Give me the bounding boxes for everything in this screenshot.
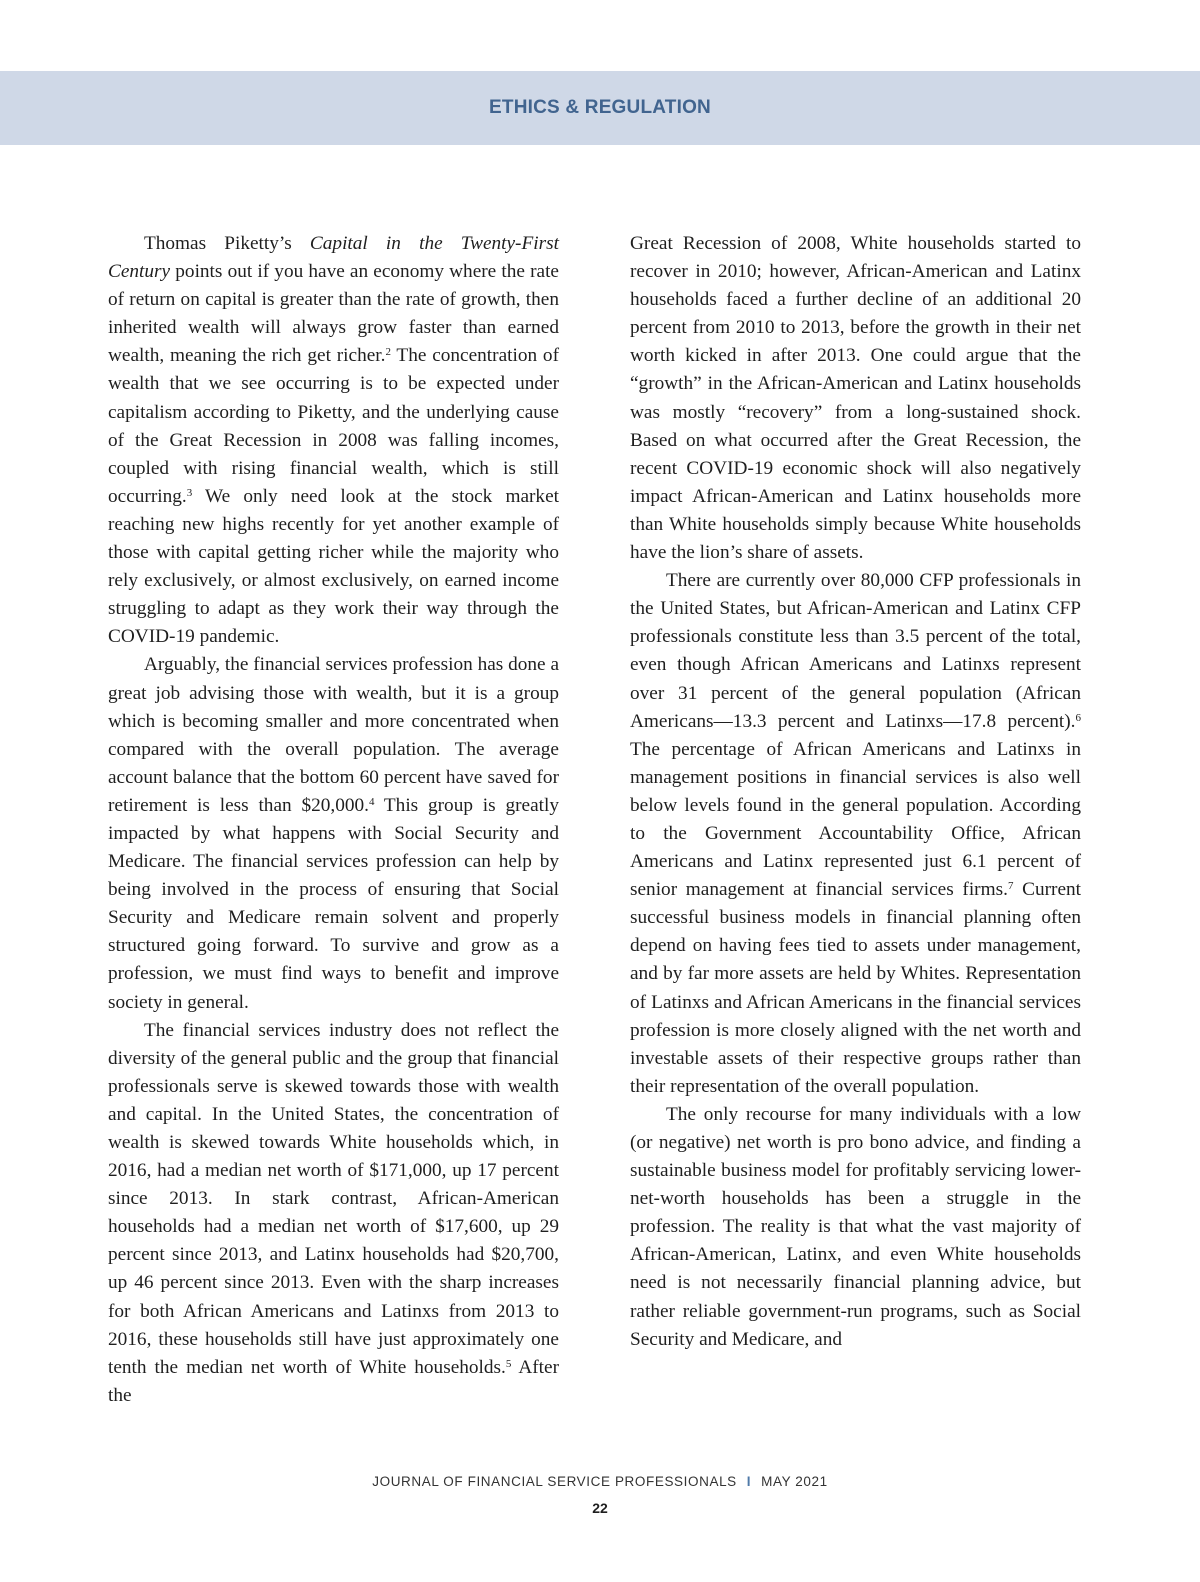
footer-separator: I: [746, 1474, 752, 1489]
paragraph: Arguably, the financial services profession has done a great job advising those with wealth, but it is a group which is becoming smaller and more concentrated when compared with the overall population. The average account balance that the bottom 60 percent have saved for retirement is less than $20,000.$^4$ This group is greatly impacted by what happens with Social Security and Medicare. The financial services profession can help by being involved in the process of ensuring that Social Security and Medicare remain solvent and properly structured going forward. To survive and grow as a profession, we must find ways to benefit and improve society in general.: [108, 654, 559, 1013]
footnote-ref: 2: [385, 346, 391, 359]
paragraph: The only recourse for many individuals with a low (or negative) net worth is pro bono advice, and finding a sustainable business model for profitably servicing lower-net-worth households has been a struggle in the profession. The reality is that what the vast majority of African-American, Latinx, and even White households need is not necessarily financial planning advice, but rather reliable government-run programs, such as Social Security and Medicare, and: [630, 1103, 1081, 1350]
issue-date: MAY 2021: [761, 1474, 828, 1489]
book-title: Capital in the Twenty-First Century: [108, 233, 559, 283]
page-number: 22: [592, 1500, 608, 1516]
paragraph: There are currently over 80,000 CFP professionals in the United States, but African-American and Latinx CFP professionals constitute less than 3.5 percent of the total, even though African Americans and Latinxs represent over 31 percent of the general population (African Americans—13.3 percent and Latinxs—17.8 percent).$^6$ The percentage of African Americans and Latinxs in management positions in financial services is also well below levels found in the general population. According to the Government Accountability Office, African Americans and Latinx represented just 6.1 percent of senior management at financial services firms.$^7$ Current successful business models in financial planning often depend on having fees tied to assets under management, and by far more assets are held by Whites. Representation of Latinxs and African Americans in the financial services profession is more closely aligned with the net worth and investable assets of their respective groups rather than their representation of the overall population.: [630, 570, 1081, 1097]
right-column: [630, 230, 1081, 1354]
paragraph: Thomas Piketty’s Capital in the Twenty-First Century points out if you have an economy where the rate of return on capital is greater than the rate of growth, then inherited wealth will always grow faster than earned wealth, meaning the rich get richer.$^2$ The concentration of wealth that we see occurring is to be expected under capitalism according to Piketty, and the underlying cause of the Great Recession in 2008 was falling incomes, coupled with rising financial wealth, which is still occurring.$^3$ We only need look at the stock market reaching new highs recently for yet another example of those with capital getting richer while the majority who rely exclusively, or almost exclusively, on earned income struggling to adapt as they work their way through the COVID-19 pandemic.: [108, 233, 559, 648]
footnote-ref: 4: [368, 795, 375, 808]
left-column: [108, 230, 559, 1410]
section-title: ETHICS & REGULATION: [489, 97, 711, 118]
footnote-ref: 3: [186, 486, 193, 499]
footnote-ref: 6: [1075, 711, 1081, 724]
journal-name: JOURNAL OF FINANCIAL SERVICE PROFESSIONALS: [372, 1474, 737, 1489]
paragraph: Great Recession of 2008, White households started to recover in 2010; however, African-American and Latinx households faced a further decline of an additional 20 percent from 2010 to 2013, before the growth in their net worth kicked in after 2013. One could argue that the “growth” in the African-American and Latinx households was mostly “recovery” from a long-sustained shock. Based on what occurred after the Great Recession, the recent COVID-19 economic shock will also negatively impact African-American and Latinx households more than White households simply because White households have the lion’s share of assets.: [630, 233, 1081, 564]
page-footer: [0, 1474, 1200, 1489]
footnote-ref: 7: [1007, 880, 1014, 893]
footnote-ref: 5: [505, 1357, 512, 1370]
paragraph: The financial services industry does not reflect the diversity of the general public and the group that financial professionals serve is skewed towards those with wealth and capital. In the United States, the concentration of wealth is skewed towards White households which, in 2016, had a median net worth of $171,000, up 17 percent since 2013. In stark contrast, African-American households had a median net worth of $17,600, up 29 percent since 2013, and Latinx households had $20,700, up 46 percent since 2013. Even with the sharp increases for both African Americans and Latinxs from 2013 to 2016, these households still have just approximately one tenth the median net worth of White households.$^5$ After the: [108, 1019, 559, 1406]
